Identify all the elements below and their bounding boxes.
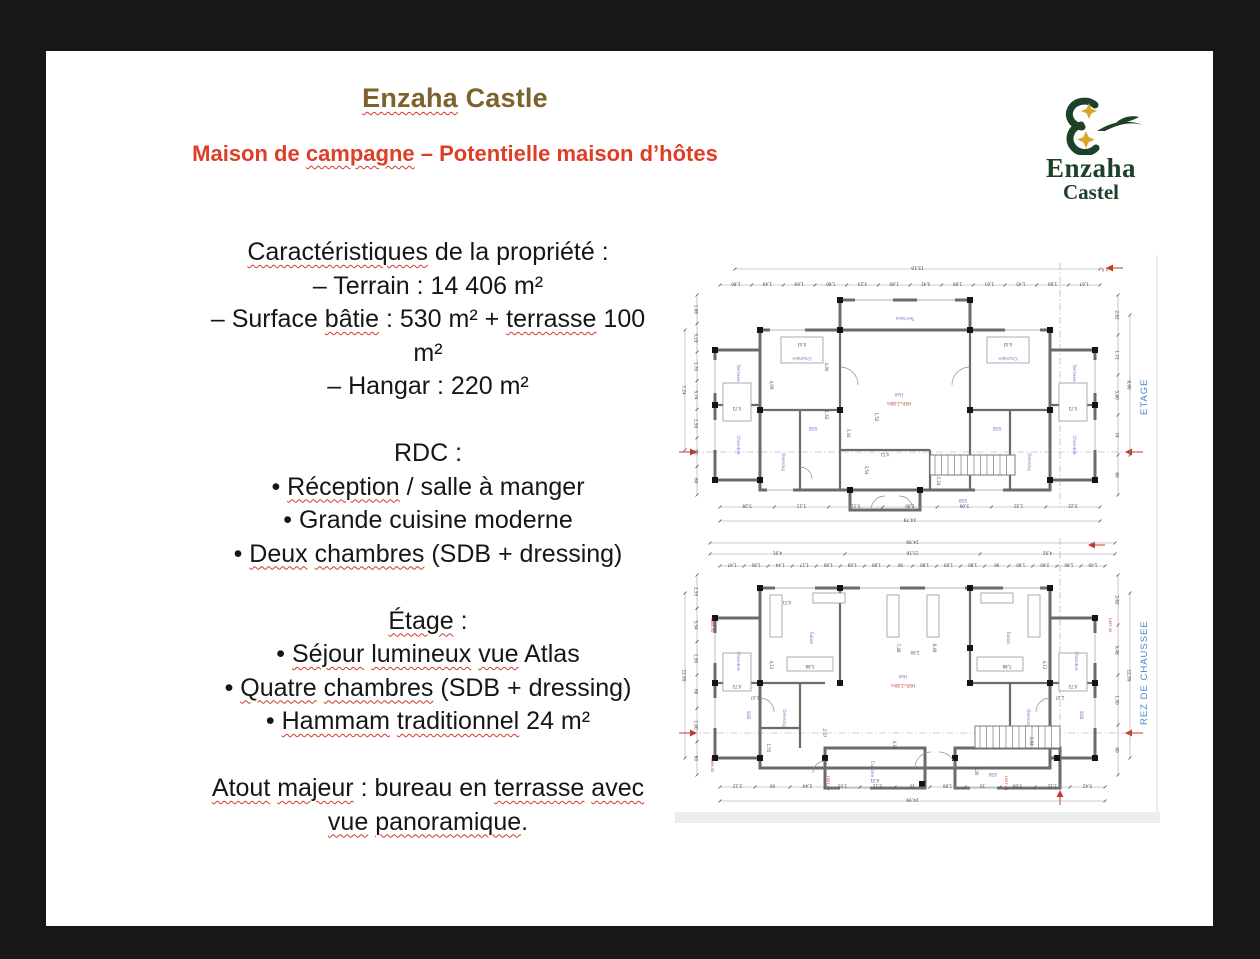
body-line — [160, 571, 696, 605]
dimension-chain — [719, 784, 1107, 789]
room-label: 3,84 — [1029, 736, 1034, 746]
dimension-label: 24,99 — [906, 796, 919, 802]
text-segment: : 530 m² + — [379, 305, 507, 333]
dimension-label: 12,99 — [1126, 669, 1132, 682]
dimension-label: 1,03 — [837, 783, 848, 789]
dimension-label: 15,16 — [906, 550, 919, 556]
section-arrow-icon — [679, 730, 697, 737]
text-segment: (SDB + dressing) — [424, 539, 623, 568]
misspelled-word: Atout — [211, 774, 271, 802]
dimension-label: 1,08 — [847, 562, 857, 568]
room-label: 4,72 — [732, 406, 742, 411]
dimension-label: 5,42 — [1082, 783, 1093, 789]
dimension-label: 24,99 — [906, 538, 919, 544]
dimension-label: 5,22 — [1068, 503, 1078, 509]
dimension-label: 4,91 — [772, 550, 783, 556]
dimension-label: 90 — [693, 449, 699, 455]
dimension-label: 1,80 — [1016, 562, 1026, 568]
misspelled-word: chambres — [314, 539, 425, 568]
room-label: Terrasse — [736, 364, 741, 382]
room-label: 4,72 — [732, 684, 742, 689]
dimension-chain — [719, 517, 1102, 523]
misspelled-word: Séjour — [292, 640, 365, 668]
text-segment — [390, 707, 397, 735]
dimension-label: 4,92 — [1042, 550, 1053, 556]
dimension-label: 1,80 — [826, 281, 836, 287]
misspelled-word: campagne — [305, 141, 415, 166]
dimension-label: 1,80 — [1064, 562, 1074, 568]
dimension-label: 1,80 — [920, 562, 929, 568]
dimension-label: 24,79 — [903, 516, 917, 522]
room-label: SDB — [988, 772, 998, 777]
room-label: Chambre — [998, 356, 1018, 361]
dimension-label: 5,28 — [742, 503, 752, 509]
room-label: 1066.50 — [710, 757, 714, 773]
dimension-label: 5,48 — [1114, 645, 1120, 655]
dimension-label: 1,80 — [952, 281, 963, 287]
furniture — [723, 337, 1087, 421]
text-segment: • Grande cuisine moderne — [283, 506, 573, 534]
room-label: 1,62 — [824, 410, 829, 420]
room-label: 2,07 — [822, 728, 827, 738]
misspelled-word: chambres — [323, 673, 434, 702]
slide-subtitle — [46, 141, 864, 167]
dimension-chain — [709, 539, 1117, 545]
dimension-label: 1,06 — [693, 304, 699, 314]
dimension-label: 60 — [693, 755, 699, 762]
dimension-label: 10 — [909, 783, 916, 789]
dimension-label: 96 — [994, 562, 1000, 568]
misspelled-word: lumineux — [371, 640, 472, 668]
dimension-label: 5,08 — [1012, 783, 1023, 789]
room-label: 1,55 — [766, 743, 771, 753]
dimension-label: 2,12 — [732, 783, 743, 789]
misspelled-word: Réception — [287, 472, 400, 501]
room-label: Dressing — [1027, 453, 1032, 471]
misspelled-word: terrasse — [494, 774, 585, 802]
room-label: HSP=2.80m — [890, 683, 916, 688]
text-segment: : — [453, 606, 468, 635]
dimension-label: 1,80 — [731, 281, 741, 287]
body-line — [160, 538, 696, 572]
dimension-label: 5,06 — [959, 503, 969, 509]
rdc-floor-plan — [675, 533, 1160, 813]
room-label: 1067.36 — [1108, 617, 1112, 633]
room-label: SDB — [808, 426, 818, 431]
room-label: 2,20 — [974, 766, 979, 776]
text-segment: • — [224, 673, 241, 702]
dimension-label: 5,74 — [693, 390, 699, 400]
staircase — [930, 455, 1015, 475]
body-line — [160, 404, 696, 438]
dimension-chain — [1127, 314, 1132, 457]
section-arrow-icon — [1057, 790, 1064, 805]
room-label: Terrasse — [1072, 364, 1077, 382]
room-label: 1,52 — [874, 412, 879, 422]
room-label: 2,47 — [750, 695, 760, 700]
dimension-label: 2,60 — [1040, 562, 1050, 568]
room-label: Cuisine — [869, 760, 874, 778]
text-segment: – Terrain : 14 406 m² — [312, 271, 544, 300]
misspelled-word: vue — [327, 807, 369, 836]
dimension-label: 60 — [1114, 472, 1120, 478]
room-label: SDB — [746, 710, 751, 720]
room-label: 4,43 — [797, 342, 807, 347]
text-segment: • — [271, 472, 288, 501]
room-label: 1068.50 — [710, 617, 714, 633]
dimension-chain — [1115, 574, 1120, 777]
room-label: 4,09 — [769, 380, 774, 390]
dimension-label: 1,49 — [1088, 562, 1098, 568]
dimension-label: 1,30 — [1114, 695, 1120, 705]
dimension-label: 1,11 — [796, 503, 807, 509]
dimension-label: 1,80 — [871, 562, 881, 568]
body-line — [160, 303, 696, 337]
dimension-chain — [694, 294, 699, 497]
slide-background — [46, 51, 1213, 926]
misspelled-word: Deux — [249, 539, 308, 568]
dimension-label: 1,67 — [727, 562, 737, 568]
plan-title-rdc: REZ DE CHAUSSEE — [1139, 620, 1150, 725]
room-label: 4,51 — [782, 600, 792, 605]
dimension-label: 1,32 — [1013, 503, 1024, 509]
etage-floor-plan — [675, 255, 1160, 533]
dimension-label: 2,55 — [693, 587, 699, 597]
dimension-label: 1,45 — [1016, 281, 1026, 287]
dimension-chain — [682, 592, 687, 760]
logo-monogram-icon — [1031, 91, 1151, 155]
dimension-label: 3,23 — [857, 281, 868, 287]
misspelled-word: majeur — [277, 774, 354, 802]
misspelled-word: Quatre — [240, 673, 317, 702]
dimension-label: 1,49 — [762, 281, 773, 287]
misspelled-word: Enzaha — [362, 83, 458, 113]
body-line — [160, 471, 696, 505]
body-line — [160, 236, 696, 270]
room-label: Chambre — [1072, 435, 1077, 455]
body-line — [160, 337, 696, 371]
text-segment: . — [521, 807, 529, 836]
dimension-chain — [719, 282, 1102, 287]
logo-wordmark-sub: Castel — [1063, 180, 1119, 204]
dimension-chain — [682, 329, 687, 452]
property-description — [160, 236, 696, 839]
body-line — [160, 370, 696, 404]
room-label: SDB — [958, 498, 968, 503]
room-label: 4,12 — [1042, 660, 1047, 670]
text-segment: : bureau en — [353, 774, 495, 802]
section-arrow-icon — [1125, 449, 1143, 456]
dimension-label: 90 — [897, 562, 904, 568]
room-label: 7,48 — [896, 643, 901, 653]
text-segment — [308, 540, 315, 568]
dimension-label: 3,19 — [693, 333, 699, 343]
room-label: 4,12 — [769, 660, 774, 670]
body-line — [160, 605, 696, 639]
room-label: 3,54 — [864, 465, 869, 475]
dimension-label: 90 — [769, 783, 776, 789]
body-line — [160, 806, 696, 840]
text-segment: 24 m² — [519, 707, 591, 735]
misspelled-word: bâtie — [324, 305, 380, 333]
room-label: Chambre — [736, 435, 741, 455]
room-label: Salon — [808, 631, 813, 645]
body-line — [160, 739, 696, 773]
text-segment: RDC : — [393, 439, 463, 467]
dimension-label: 1,69 — [794, 281, 804, 287]
dimension-label: 10 — [979, 783, 986, 789]
room-label: 2,37 — [1055, 695, 1065, 700]
room-label: 4,31 — [870, 778, 880, 783]
room-label: Salon — [1005, 631, 1010, 645]
text-segment: / salle à manger — [399, 472, 585, 501]
dimension-label: 2,62 — [1114, 310, 1120, 320]
room-label: 5,88 — [805, 664, 815, 669]
body-line — [160, 504, 696, 538]
dimension-chain — [719, 504, 1102, 509]
room-label: 3,34 — [846, 428, 851, 438]
section-arrow-icon — [1125, 730, 1143, 737]
dimension-label: 1,80 — [905, 503, 915, 509]
room-label: SDB — [992, 426, 1002, 431]
text-segment: – Surface — [210, 305, 325, 333]
misspelled-word: vue — [478, 640, 519, 668]
room-label: 8,48 — [932, 643, 937, 653]
room-label: Chambre — [792, 356, 812, 361]
text-segment: • — [233, 539, 250, 568]
room-label: 4,00 — [824, 362, 829, 372]
dimension-label: 5,11 — [872, 783, 883, 789]
text-segment — [317, 674, 324, 702]
dimension-label: 8,66 — [1126, 380, 1132, 390]
staircase — [975, 726, 1060, 748]
body-line — [160, 772, 696, 806]
dimension-label: 5,80 — [1114, 390, 1120, 400]
columns — [712, 297, 1098, 493]
dimension-chain — [709, 551, 1117, 556]
dimension-label: 1,80 — [751, 562, 761, 568]
room-label: 4,72 — [1068, 684, 1078, 689]
dimension-label: 1,44 — [775, 562, 785, 568]
text-segment: – Potentielle maison d’hôtes — [414, 141, 718, 166]
dimension-label: 5,54 — [693, 620, 699, 630]
room-label: 4,16 — [892, 740, 897, 750]
room-label: Dressing — [781, 453, 786, 471]
misspelled-word: Hammam — [281, 707, 390, 735]
dimension-label: 12,99 — [681, 669, 687, 682]
dimension-chain — [734, 265, 1102, 271]
room-label: 1067.44 — [1004, 775, 1008, 791]
text-segment: (SDB + dressing) — [433, 673, 632, 702]
room-label: Chambre — [736, 651, 741, 671]
text-segment: de la propriété : — [427, 238, 609, 266]
room-labels — [732, 264, 1109, 503]
body-line — [160, 638, 696, 672]
body-line — [160, 705, 696, 739]
dimension-label: 1,00 — [693, 720, 699, 730]
dimension-label: 1,67 — [1079, 281, 1089, 287]
room-label: Hall — [898, 673, 908, 678]
text-segment: Maison de — [192, 141, 306, 166]
dimension-label: 2,44 — [802, 783, 813, 789]
text-segment: Castle — [457, 83, 548, 113]
room-label: Dressing — [782, 709, 787, 727]
misspelled-word: traditionnel — [396, 707, 520, 735]
misspelled-word: Étage — [388, 606, 454, 635]
dimension-label: 1,09 — [944, 562, 954, 568]
section-arrow-icon — [1088, 542, 1105, 549]
dimension-label: 1,72 — [1114, 350, 1120, 360]
dimension-label: 7,24 — [681, 385, 687, 395]
misspelled-word: Caractéristiques — [247, 238, 428, 266]
room-label: Terrasse — [895, 315, 915, 320]
misspelled-word: panoramique — [375, 807, 522, 836]
dimension-label: 1,80 — [942, 783, 953, 789]
misspelled-word: avec — [591, 774, 645, 802]
text-segment: 100 — [596, 305, 646, 333]
body-line — [160, 669, 696, 706]
dimension-chain — [694, 574, 699, 777]
dimension-label: 1,17 — [799, 562, 809, 568]
dimension-label: 1,70 — [693, 361, 699, 372]
dimension-label: 1,80 — [823, 562, 833, 568]
room-label: 4,72 — [1068, 406, 1078, 411]
dimension-label: 1,80 — [968, 562, 978, 568]
dimension-label: 1,50 — [693, 418, 699, 429]
logo-wordmark: Enzaha — [1045, 153, 1137, 183]
room-label: HSP=2.80m — [886, 401, 912, 406]
plan-title-etage: ETAGE — [1139, 378, 1150, 415]
body-line — [160, 437, 696, 471]
room-label: Dressing — [1026, 709, 1031, 727]
room-label: Chambre — [1074, 651, 1079, 671]
slide-title — [46, 83, 864, 114]
dimension-label: 1,30 — [693, 653, 699, 663]
dimension-label: 5,11 — [851, 503, 861, 509]
misspelled-word: terrasse — [506, 305, 597, 333]
room-label: 4,9 — [1101, 267, 1109, 272]
dimension-label: 1,80 — [889, 281, 899, 287]
dimension-label: 1,12 — [1047, 783, 1058, 789]
text-segment: • — [265, 707, 282, 735]
room-label: 2,24 — [936, 476, 941, 486]
room-label: 5,88 — [1002, 664, 1012, 669]
dimension-label: 3,42 — [921, 281, 931, 287]
room-label: SDB — [1079, 710, 1084, 720]
dimension-label: 1,80 — [1047, 281, 1058, 287]
room-label: 2,60 — [910, 650, 920, 655]
room-label: 1067.00 — [826, 775, 830, 791]
dimension-label: 60 — [1114, 747, 1120, 753]
dimension-label: 1,61 — [984, 281, 994, 287]
text-segment: – Hangar : 220 m² — [327, 372, 529, 400]
room-label: Hall — [894, 391, 904, 396]
body-line — [160, 270, 696, 304]
dimension-chain — [719, 563, 1107, 568]
text-segment: Atlas — [518, 640, 580, 668]
dimension-label: 74 — [1114, 432, 1120, 438]
text-segment: m² — [413, 338, 443, 367]
dimension-label: 2,62 — [1114, 595, 1120, 605]
company-logo — [1031, 91, 1151, 203]
text-segment: • — [276, 640, 292, 668]
room-label: 4,51 — [880, 452, 890, 457]
room-label: 4,43 — [1003, 342, 1013, 347]
dimension-label: 15,16 — [911, 264, 924, 270]
plan-image-bottom-edge — [675, 812, 1160, 823]
dimension-chain — [719, 797, 1107, 803]
dimension-label: 60 — [693, 478, 699, 484]
dimension-label: 60 — [693, 688, 699, 695]
dimension-chain — [1115, 294, 1120, 497]
